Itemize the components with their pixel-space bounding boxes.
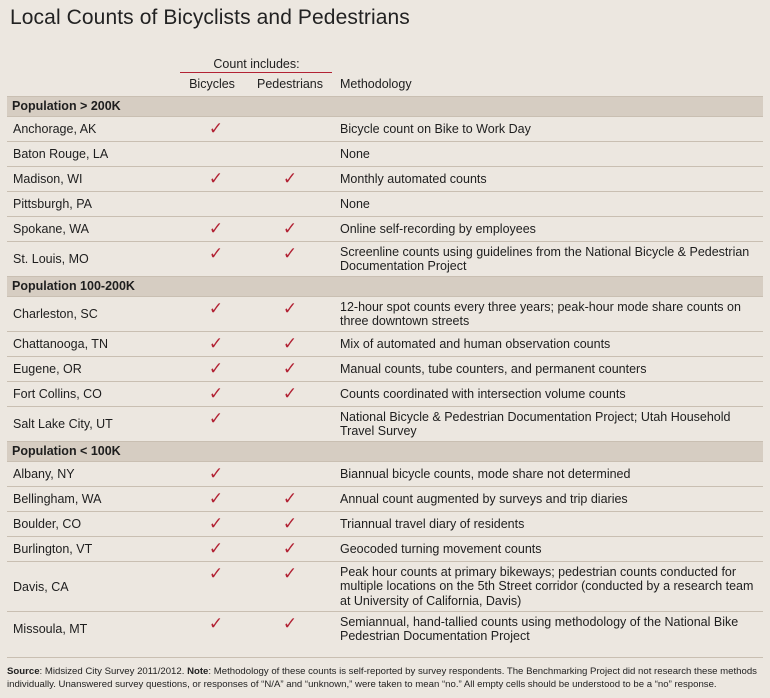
bicycles-check-icon: ✓ [208, 169, 224, 188]
pedestrians-check-icon: ✓ [282, 169, 298, 188]
bicycles-check-icon: ✓ [208, 409, 224, 428]
city-name: St. Louis, MO [13, 252, 89, 266]
city-name: Charleston, SC [13, 307, 98, 321]
count-includes-header: Count includes: [213, 57, 300, 71]
table-row [7, 141, 763, 166]
pedestrians-check-icon: ✓ [282, 334, 298, 353]
bicycles-check-icon: ✓ [208, 614, 224, 633]
bicycles-check-icon: ✓ [208, 464, 224, 483]
bicycles-check-icon: ✓ [208, 539, 224, 558]
methodology-text: Biannual bicycle counts, mode share not determined [340, 466, 631, 481]
city-name: Davis, CA [13, 579, 69, 594]
pedestrians-check-icon: ✓ [282, 489, 298, 508]
methodology-text: None [340, 146, 370, 161]
column-header-pedestrians: Pedestrians [256, 77, 323, 91]
city-name: Eugene, OR [13, 362, 82, 376]
methodology-text: National Bicycle & Pedestrian Documentation Project; Utah Household Travel Survey [340, 409, 731, 438]
table-row [7, 331, 763, 356]
table-row [7, 461, 763, 486]
bicycles-check-icon: ✓ [208, 219, 224, 238]
table-row [7, 356, 763, 381]
page-title: Local Counts of Bicyclists and Pedestrians [10, 6, 410, 29]
table-row [7, 406, 763, 441]
bicycles-check-icon: ✓ [208, 244, 224, 263]
methodology-text: Geocoded turning movement counts [340, 541, 542, 556]
counts-table [7, 96, 763, 646]
methodology-text: None [340, 196, 370, 211]
table-row [7, 561, 763, 611]
pedestrians-check-icon: ✓ [282, 384, 298, 403]
city-name: Madison, WI [13, 172, 83, 186]
table-row [7, 166, 763, 191]
bicycles-check-icon: ✓ [208, 489, 224, 508]
city-name: Pittsburgh, PA [13, 197, 92, 211]
pedestrians-check-icon: ✓ [282, 514, 298, 533]
bicycles-check-icon: ✓ [208, 359, 224, 378]
city-name: Chattanooga, TN [13, 337, 108, 351]
bicycles-check-icon: ✓ [208, 514, 224, 533]
section-header: Population > 200K [7, 96, 763, 116]
source-text: : Midsized City Survey 2011/2012. [39, 666, 188, 677]
city-name: Boulder, CO [13, 517, 82, 531]
methodology-text: Annual count augmented by surveys and trip diaries [340, 491, 628, 506]
pedestrians-check-icon: ✓ [282, 299, 298, 318]
pedestrians-check-icon: ✓ [282, 359, 298, 378]
methodology-text: Screenline counts using guidelines from the National Bicycle & Pedestrian Documentation Project [340, 244, 750, 273]
methodology-text: Mix of automated and human observation counts [340, 336, 611, 351]
column-header-methodology: Methodology [340, 77, 412, 91]
header-divider [180, 72, 332, 73]
column-header-bicycles: Bicycles [189, 77, 235, 91]
pedestrians-check-icon: ✓ [282, 614, 298, 633]
methodology-text: Peak hour counts at primary bikeways; pedestrian counts conducted for multiple locations on the 5th Street corridor (conducted by a research team at University of California, Davis) [340, 564, 754, 608]
city-name: Albany, NY [13, 467, 75, 481]
city-name: Spokane, WA [13, 222, 89, 236]
source-label: Source [7, 666, 40, 677]
table-row [7, 486, 763, 511]
methodology-text: Manual counts, tube counters, and permanent counters [340, 361, 647, 376]
note-label: Note [187, 666, 209, 677]
note-text: : Methodology of these counts is self-reported by survey respondents. The Benchmarking Project did not research these methods individually. Unanswered survey questions, or responses of “N/A” and “unknown,” were taken to mean “no.” All empty cells should be understood to be a “no” response. [7, 666, 757, 690]
methodology-text: Semiannual, hand-tallied counts using methodology of the National Bike Pedestrian Documentation Project [340, 614, 739, 643]
methodology-text: Counts coordinated with intersection volume counts [340, 386, 626, 401]
methodology-text: 12-hour spot counts every three years; peak-hour mode share counts on three downtown streets [340, 299, 741, 328]
table-row [7, 381, 763, 406]
pedestrians-check-icon: ✓ [282, 244, 298, 263]
methodology-text: Bicycle count on Bike to Work Day [340, 121, 531, 136]
methodology-text: Monthly automated counts [340, 171, 487, 186]
footnote [7, 665, 763, 691]
city-name: Anchorage, AK [13, 122, 97, 136]
bicycles-check-icon: ✓ [208, 299, 224, 318]
section-header: Population < 100K [7, 441, 763, 461]
table-bottom-divider [7, 657, 763, 658]
table-row [7, 116, 763, 141]
pedestrians-check-icon: ✓ [282, 539, 298, 558]
table-row [7, 511, 763, 536]
city-name: Burlington, VT [13, 542, 93, 556]
bicycles-check-icon: ✓ [208, 119, 224, 138]
table-row [7, 611, 763, 646]
table-row [7, 536, 763, 561]
section-header: Population 100-200K [7, 276, 763, 296]
methodology-text: Online self-recording by employees [340, 221, 536, 236]
city-name: Salt Lake City, UT [13, 417, 113, 431]
pedestrians-check-icon: ✓ [282, 564, 298, 583]
methodology-text: Triannual travel diary of residents [340, 516, 525, 531]
bicycles-check-icon: ✓ [208, 334, 224, 353]
table-row [7, 241, 763, 276]
bicycles-check-icon: ✓ [208, 564, 224, 583]
city-name: Baton Rouge, LA [13, 147, 109, 161]
city-name: Bellingham, WA [13, 492, 102, 506]
table-row [7, 296, 763, 331]
city-name: Fort Collins, CO [13, 387, 102, 401]
table-row [7, 216, 763, 241]
bicycles-check-icon: ✓ [208, 384, 224, 403]
table-row [7, 191, 763, 216]
city-name: Missoula, MT [13, 622, 88, 636]
pedestrians-check-icon: ✓ [282, 219, 298, 238]
